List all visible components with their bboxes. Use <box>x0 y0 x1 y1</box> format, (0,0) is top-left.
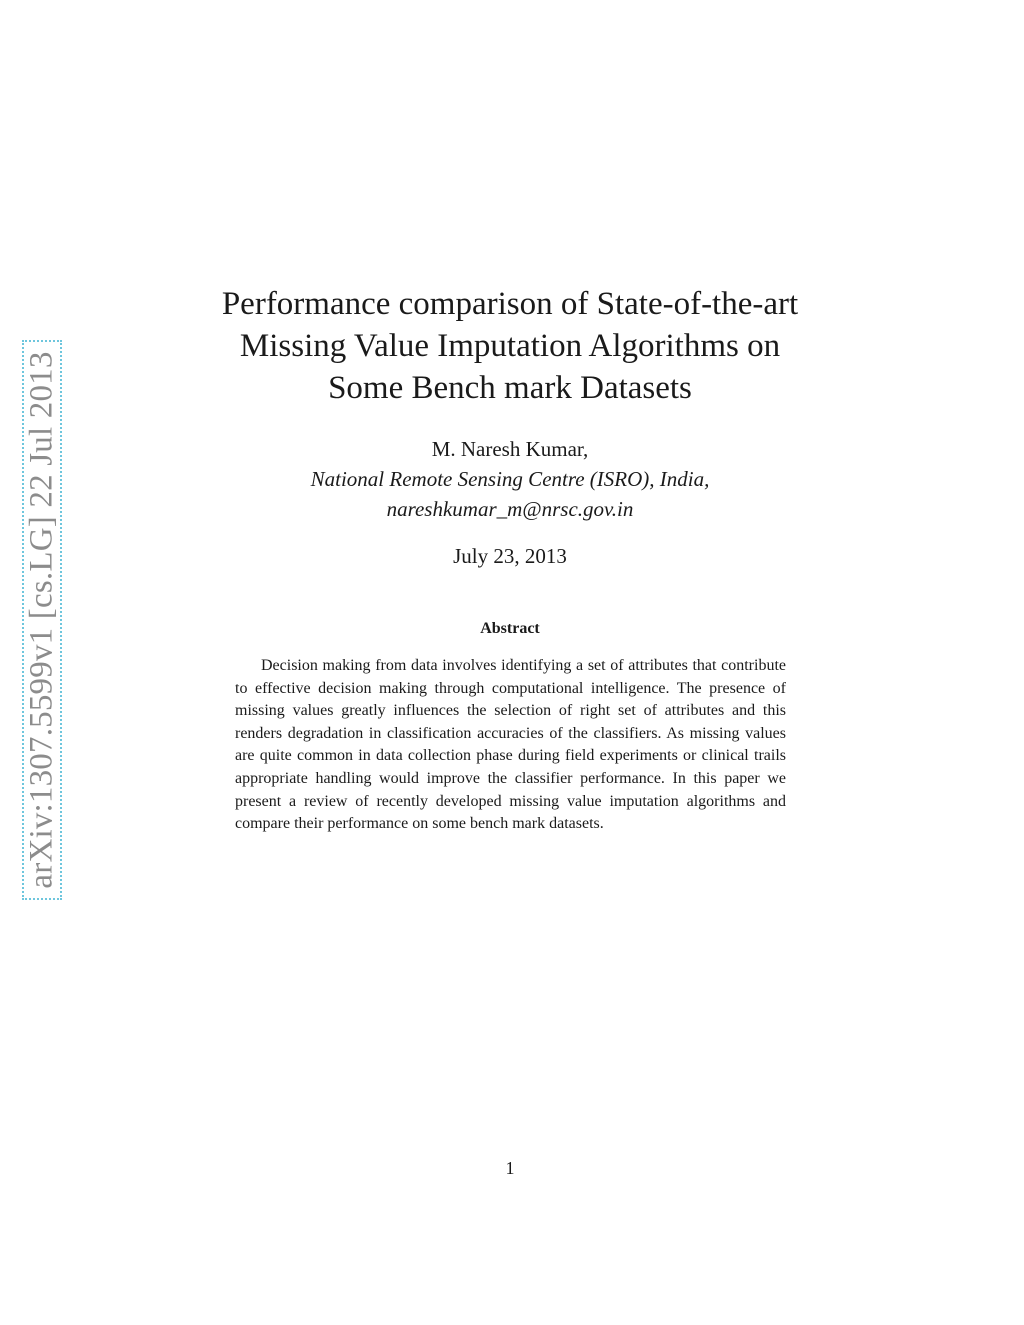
paper-title-line-3: Some Bench mark Datasets <box>328 370 692 406</box>
arxiv-stamp <box>22 340 62 900</box>
abstract-heading: Abstract <box>480 620 540 637</box>
paper-title-line-2: Missing Value Imputation Algorithms on <box>239 328 781 364</box>
page-number: 1 <box>505 1158 515 1178</box>
author-affiliation: National Remote Sensing Centre (ISRO), India, <box>310 467 710 491</box>
abstract-body: Decision making from data involves identifying a set of attributes that contribute to effective decision making through computational intelligence. The presence of missing values greatly influences the selection of right set of attributes and this renders degradation in classification accuracies of the classifiers. As missing values are quite common in data collection phase during field experiments or clinical trails appropriate handling would improve the classifier performance. In this paper we present a review of recently developed missing value imputation algorithms and compare their performance on some bench mark datasets. <box>235 657 786 833</box>
paper-title-line-1: Performance comparison of State-of-the-art <box>221 286 799 322</box>
paper-date: July 23, 2013 <box>453 544 567 568</box>
paper-title <box>140 283 880 409</box>
author-email: nareshkumar_m@nrsc.gov.in <box>386 497 634 521</box>
arxiv-stamp-text: arXiv:1307.5599v1 [cs.LG] 22 Jul 2013 <box>23 351 60 889</box>
author-name: M. Naresh Kumar, <box>431 437 589 461</box>
